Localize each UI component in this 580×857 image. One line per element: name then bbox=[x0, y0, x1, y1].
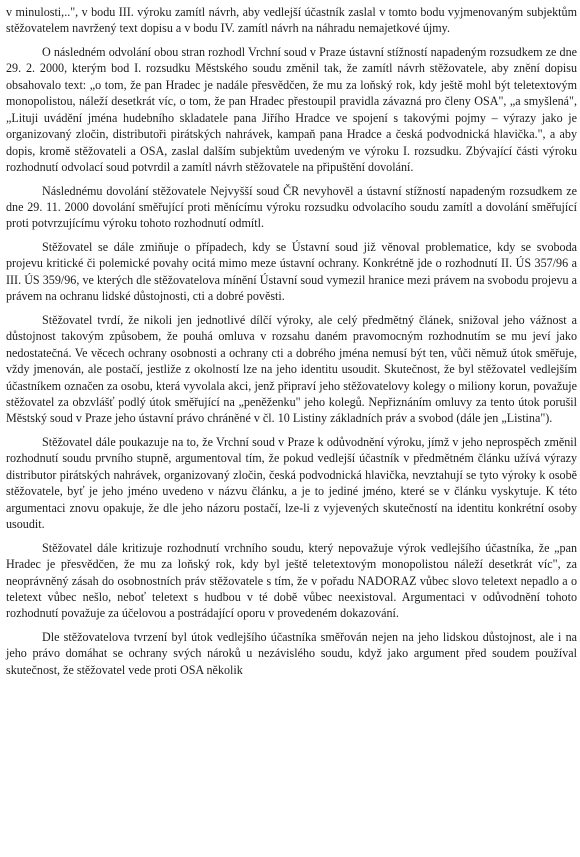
paragraph: Stěžovatel dále poukazuje na to, že Vrchní soud v Praze k odůvodnění výroku, jímž v jeho neprospěch změnil rozhodnutí soudu prvního stupně, argumentoval tím, že pokud vedlejší účastník v předmětném článku užívá výrazy distributor pirátských nahrávek, organizovaný zločin, česká podvodnická hlavička, nevztahují se tyto výroky k osobě stěžovatele, byť je jeho jméno uvedeno v názvu článku, a je to jediné jméno, které se v článku vyskytuje. K této argumentaci znovu opakuje, že dle jeho názoru postačí, lze-li z vyjevených skutečností na identitu konkrétní osoby usoudit. bbox=[6, 434, 577, 532]
paragraph: Následnému dovolání stěžovatele Nejvyšší soud ČR nevyhověl a ústavní stížností napadeným rozsudkem ze dne 29. 11. 2000 dovolání směřující proti měnícímu výroku rozsudku odvolacího soudu zamítl a dovolání směřující proti potvrzujícímu výroku tohoto rozhodnutí odmítl. bbox=[6, 183, 577, 231]
paragraph: Stěžovatel se dále zmiňuje o případech, kdy se Ústavní soud již věnoval problematice, kdy se svoboda projevu kritické či polemické povahy ocitá mimo meze ústavní ochrany. Konkrétně jde o rozhodnutí II. ÚS 357/96 a III. ÚS 359/96, ve kterých dle stěžovatelova mínění Ústavní soud vymezil hranice mezi právem na svobodu projevu a právem na ochranu lidské důstojnosti, cti a dobré pověsti. bbox=[6, 239, 577, 304]
paragraph: Stěžovatel dále kritizuje rozhodnutí vrchního soudu, který nepovažuje výrok vedlejšího účastníka, že „pan Hradec je přesvědčen, že mu za loňský rok, kdy byl ještě teletextovým monopolistou náleží desetkrát víc", za neoprávněný zásah do osobnostních práv stěžovatele s tím, že v pořadu NADORAZ vůbec slovo teletext nepadlo a o teletext vůbec nešlo, neboť teletext s hudbou v té době vůbec neexistoval. Argumentaci v odůvodnění tohoto rozhodnutí považuje za účelovou a postrádající oporu v provedeném dokazování. bbox=[6, 540, 577, 621]
paragraph-continued: v minulosti,..", v bodu III. výroku zamítl návrh, aby vedlejší účastník zaslal v tomto bodu vyjmenovaným subjektům stěžovatelem navržený text dopisu a v bodu IV. zamítl návrh na náhradu nemajetkové újmy. bbox=[6, 5, 577, 36]
paragraph: O následném odvolání obou stran rozhodl Vrchní soud v Praze ústavní stížností napadeným rozsudkem ze dne 29. 2. 2000, kterým bod I. rozsudku Městského soudu změnil tak, že zamítl návrh stěžovatele, aby znění dopisu obsahovalo text: „o tom, že pan Hradec je nadále přesvědčen, že mu za loňský rok, kdy ještě mohl být teletextovým monopolistou, náleží desetkrát víc, o tom, že pan Hradec přestoupil pravidla závazná pro členy OSA", „a smyšlená", „Lituji uvádění jména hudebního skladatele pana Jiřího Hradce ve spojení s takovými pojmy – výrazy jako je organizovaný zločin, distributoři pirátských nahrávek, kampaň pana Hradce a česká podvodnická hlavička.", a aby dopis, kromě stěžovateli a OSA, zaslal dalším subjektům uvedeným ve výroku I. rozsudku. Zbývající části výroku rozhodnutí odvolací soud potvrdil a zamítl návrh stěžovatele na připuštění dovolání. bbox=[6, 44, 577, 175]
paragraph: Dle stěžovatelova tvrzení byl útok vedlejšího účastníka směřován nejen na jeho lidskou důstojnost, ale i na jeho právo domáhat se ochrany svých nároků u nezávislého soudu, když jako argument před soudem používal skutečnost, že stěžovatel vede proti OSA několik bbox=[6, 629, 577, 677]
paragraph: Stěžovatel tvrdí, že nikoli jen jednotlivé dílčí výroky, ale celý předmětný článek, snižoval jeho vážnost a důstojnost takovým způsobem, že pouhá omluva v rozsahu daném pravomocným rozhodnutím se mu jeví jako nedostatečná. Ve věcech ochrany osobnosti a ochrany cti a dobrého jména nemusí být ten, vůči němuž útok směřuje, vždy jmenován, ale postačí, jestliže z okolností lze na jeho identitu usoudit. Skutečnost, že byl stěžovatel vedlejším účastníkem označen za osobu, která vyvolala akci, jenž připraví jeho stěžovatelovy kolegy o miliony korun, považuje stěžovatel za obzvlášť podlý útok směřující na „peněženku" jeho kolegů. Nepřiznáním omluvy za tento útok porušil Městský soud v Praze jeho ústavní právo chráněné v čl. 10 Listiny základních práv a svobod (dále jen „Listina"). bbox=[6, 312, 577, 426]
